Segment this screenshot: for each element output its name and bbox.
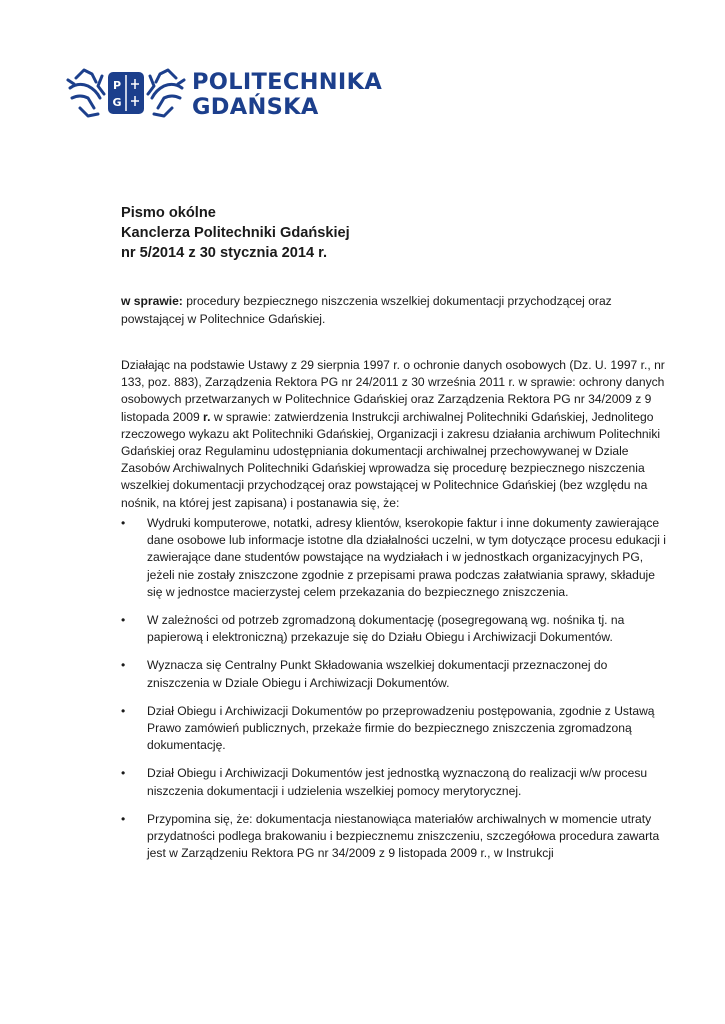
provisions-list — [121, 515, 671, 873]
intro-bold-r: r. — [203, 409, 211, 424]
subject-paragraph — [121, 293, 641, 328]
list-item-text: W zależności od potrzeb zgromadzoną dokumentację (posegregowaną wg. nośnika tj. na papierową i elektroniczną) przekazuje się do Działu Obiegu i Archiwizacji Dokumentów. — [147, 613, 625, 645]
list-item-text: Dział Obiegu i Archiwizacji Dokumentów po przeprowadzeniu postępowania, zgodnie z Ustawą Prawo zamówień publicznych, przekaże firmie do bezpiecznego zniszczenia zgromadzoną dokumentację. — [147, 703, 655, 753]
title-line-3: nr 5/2014 z 30 stycznia 2014 r. — [121, 245, 328, 261]
list-item — [121, 657, 671, 691]
list-item — [121, 612, 671, 646]
list-item — [121, 765, 671, 799]
list-item-text: Wyznacza się Centralny Punkt Składowania wszelkiej dokumentacji przeznaczonej do zniszczenia w Dziale Obiegu i Archiwizacji Dokumentów. — [147, 658, 608, 690]
intro-paragraph — [121, 357, 671, 512]
list-item — [121, 703, 671, 755]
bullet-icon: • — [121, 703, 126, 718]
bullet-icon: • — [121, 811, 126, 826]
subject-label: w sprawie: — [121, 294, 183, 308]
shield-letter-g: G — [112, 96, 122, 109]
list-item-text: Dział Obiegu i Archiwizacji Dokumentów jest jednostką wyznaczoną do realizacji w/w procesu niszczenia dokumentacji i udzielenia wszelkiej pomocy merytorycznej. — [147, 766, 648, 798]
bullet-icon: • — [121, 766, 126, 781]
subject-text: procedury bezpiecznego niszczenia wszelkiej dokumentacji przychodzącej oraz powstającej w Politechnice Gdańskiej. — [121, 294, 612, 326]
document-title — [121, 203, 350, 263]
griffin-crest-icon — [66, 64, 186, 122]
title-line-1: Pismo okólne — [121, 205, 216, 221]
bullet-icon: • — [121, 516, 126, 530]
list-item — [121, 515, 671, 601]
university-logo — [66, 64, 383, 124]
intro-part-1: Działając na podstawie Ustawy z 29 sierpnia 1997 r. o ochronie danych osobowych (Dz. U. 1997 r., nr 133, poz. 883), Zarządzenia Rektora PG nr 24/2011 z 30 września 2011 r. w sprawie: ochrony danych osobowych przetwarzanych w Politechnice Gdańskiej oraz Zarządzenia Rektora PG nr 34/2009 z 9 listopada 2009 — [121, 358, 665, 424]
list-item — [121, 811, 671, 863]
shield-letter-p: P — [112, 79, 122, 92]
logo-line-2: GDAŃSKA — [192, 94, 319, 120]
bullet-icon: • — [121, 613, 126, 628]
intro-part-2: w sprawie: zatwierdzenia Instrukcji archiwalnej Politechniki Gdańskiej, Jednolitego rzeczowego wykazu akt Politechniki Gdańskiej, Organizacji i zakresu działania archiwum Politechniki Gdańskiej oraz Regulaminu udostępniania dokumentacji archiwalnej przechowywanej w Dziale Zasobów Archiwalnych Politechniki Gdańskiej wprowadza się procedurę bezpiecznego niszczenia wszelkiej dokumentacji przychodzącej oraz powstającej w Politechnice Gdańskiej (bez względu na nośnik, na której jest zapisana) i postanawia się, że: — [121, 409, 661, 510]
bullet-icon: • — [121, 658, 126, 673]
list-item-text: Przypomina się, że: dokumentacja niestanowiąca materiałów archiwalnych w momencie utraty przydatności podlega brakowaniu i bezpiecznemu zniszczeniu, szczegółowa procedura zawarta jest w Zarządzeniu Rektora PG nr 34/2009 z 9 listopada 2009 r., w Instrukcji — [147, 811, 660, 861]
logo-line-1: POLITECHNIKA — [192, 69, 383, 95]
list-item-text: Wydruki komputerowe, notatki, adresy klientów, kserokopie faktur i inne dokumenty zawierające dane osobowe lub informacje istotne dla działalności uczelni, w tym dotyczące procesu edukacji i zawierające dane studentów powstające na wydziałach i w jednostkach organizacyjnych PG, jeżeli nie zostały zniszczone zgodnie z przepisami prawa podczas załatwiania sprawy, składuje się w jednostce macierzystej celem przekazania do bezpiecznego zniszczenia. — [147, 516, 666, 599]
title-line-2: Kanclerza Politechniki Gdańskiej — [121, 225, 350, 241]
logo-wordmark — [192, 70, 382, 120]
